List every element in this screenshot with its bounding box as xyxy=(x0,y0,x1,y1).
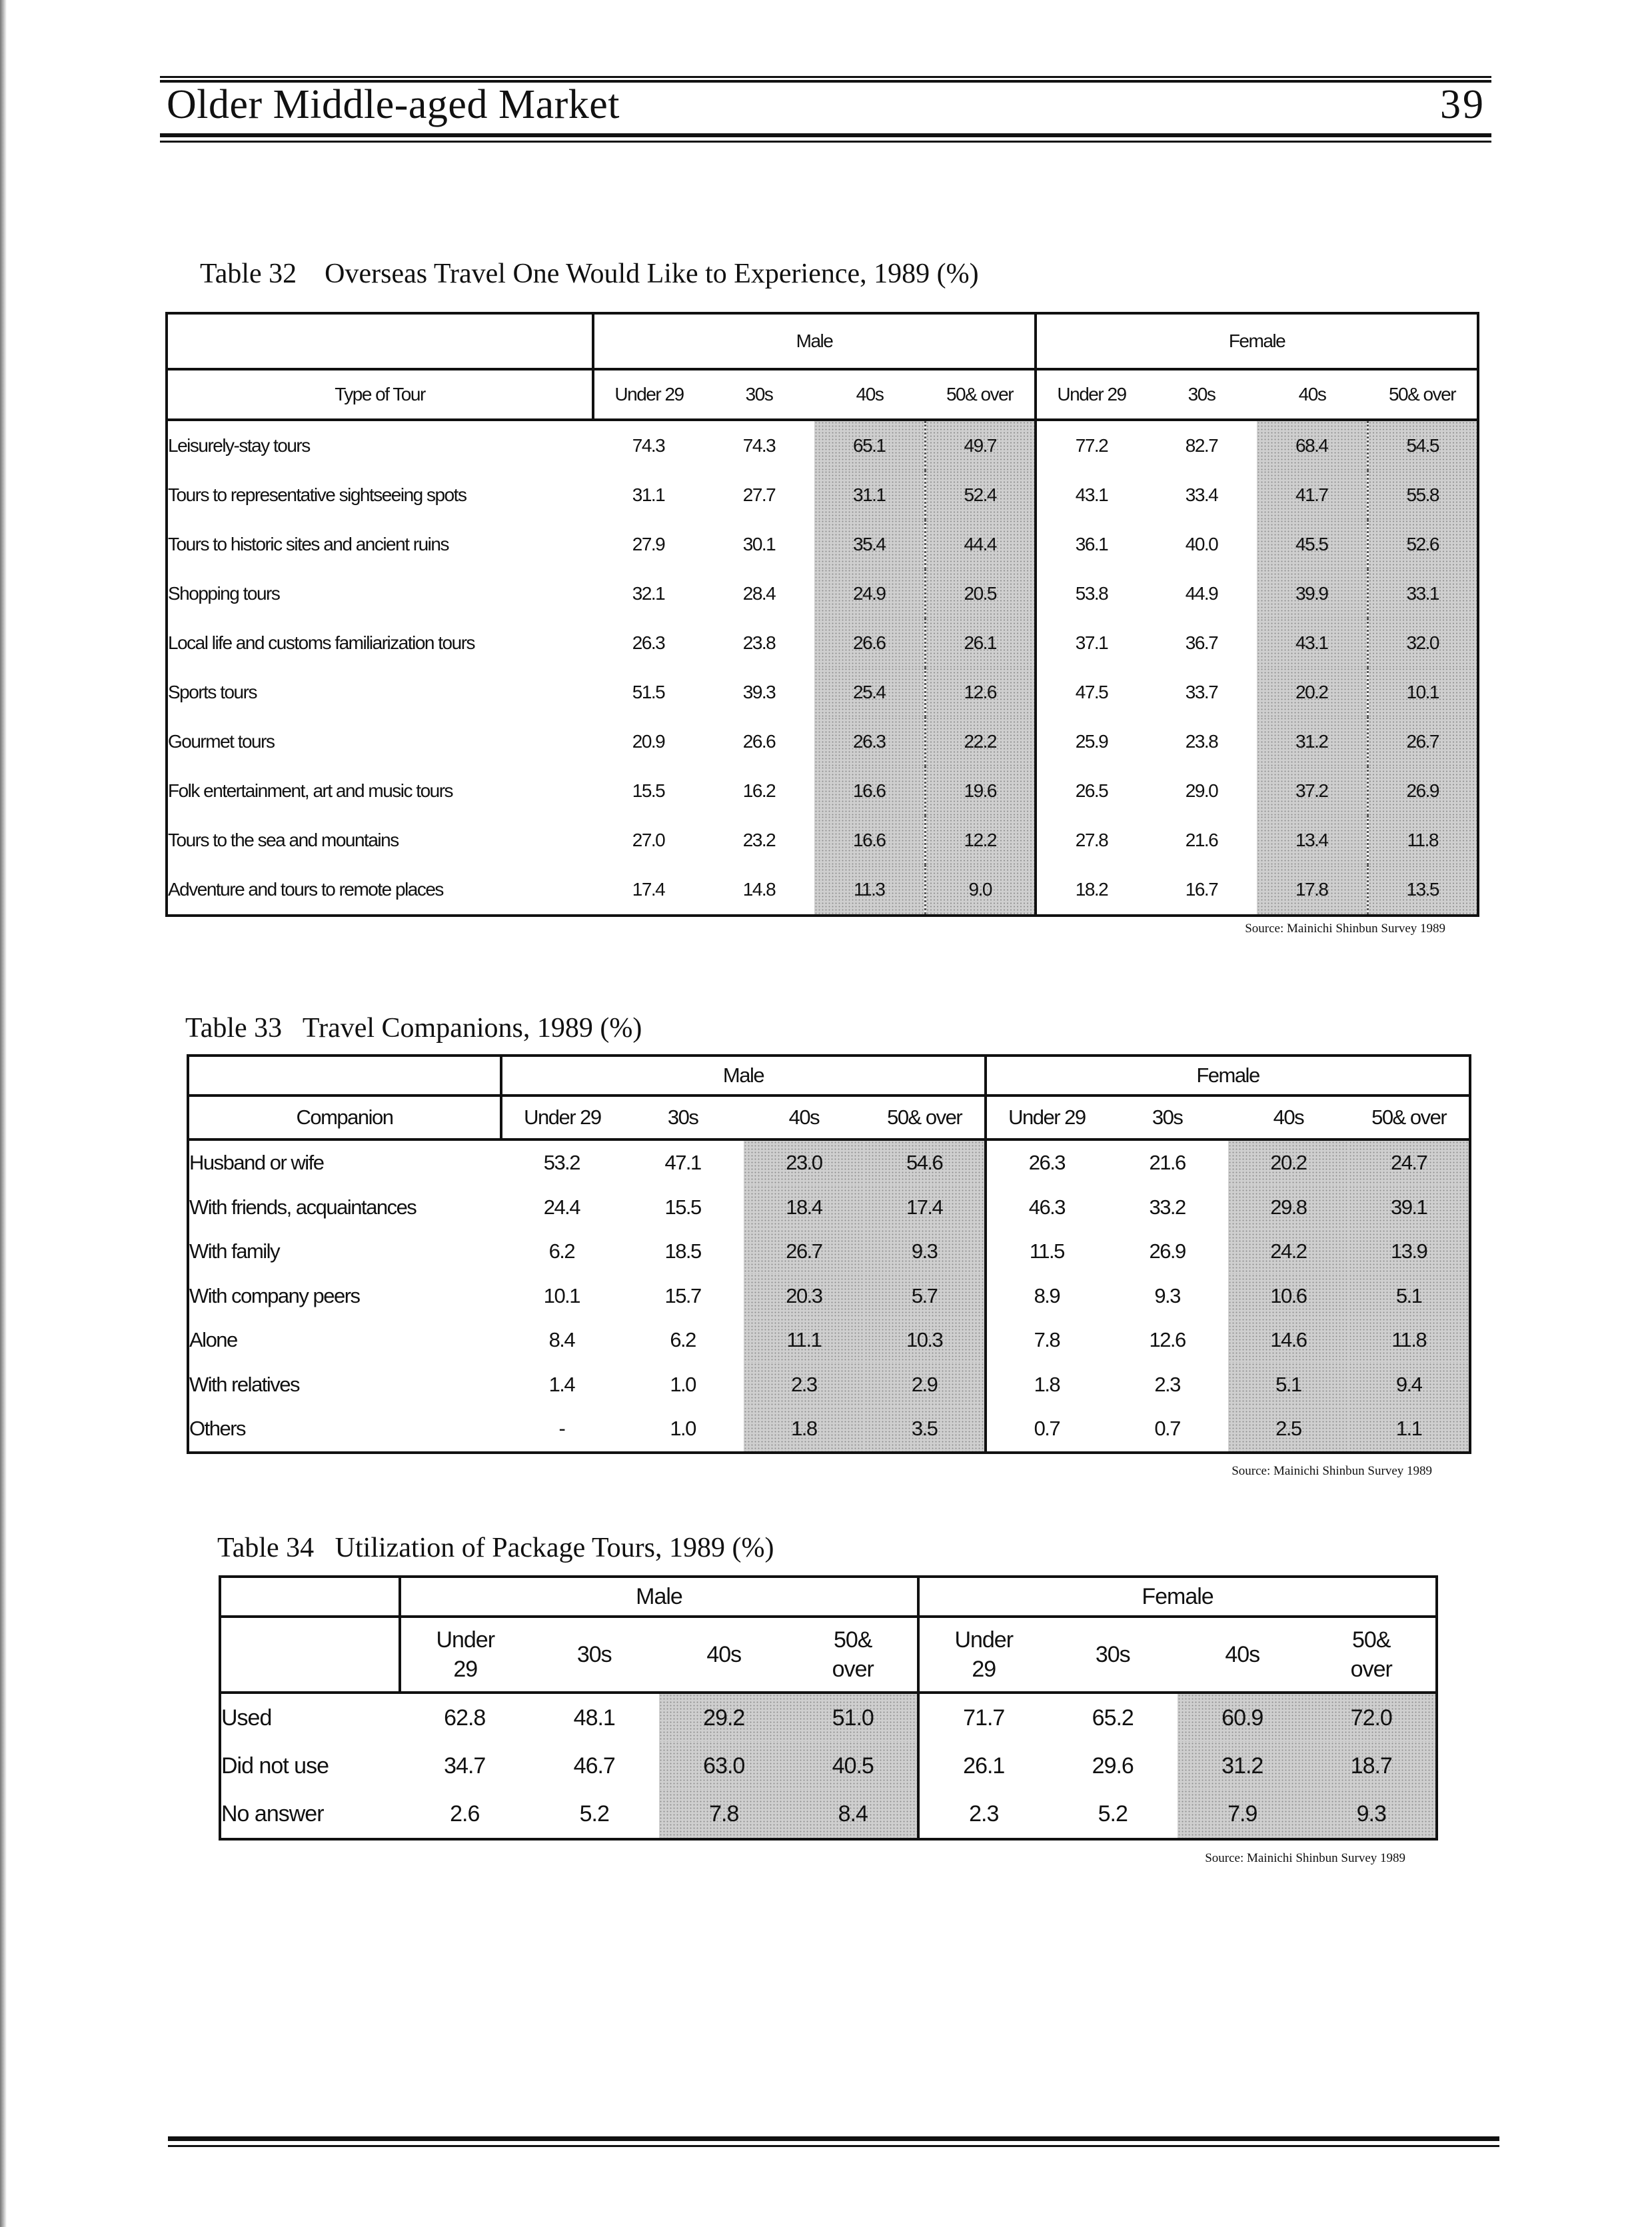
table-cell: 23.0 xyxy=(744,1139,865,1185)
table32-row-header: Type of Tour xyxy=(167,369,593,420)
row-label: Used xyxy=(221,1705,272,1731)
table-row xyxy=(188,1274,1470,1319)
table-cell: 9.4 xyxy=(1349,1363,1470,1407)
table-cell: 48.1 xyxy=(573,1705,615,1731)
footer-rule-thin xyxy=(168,2145,1499,2147)
table-cell: 74.3 xyxy=(742,435,776,456)
row-label: Gourmet tours xyxy=(168,731,275,752)
table-cell: 60.9 xyxy=(1178,1693,1307,1742)
table-row xyxy=(167,766,1478,816)
column-header: Under 29 xyxy=(986,1096,1107,1139)
table-cell: 36.1 xyxy=(1036,520,1146,569)
column-header: 30s xyxy=(704,369,814,420)
table-cell: 1.1 xyxy=(1349,1407,1470,1453)
table-cell: 43.1 xyxy=(1257,618,1367,668)
table-cell: 11.8 xyxy=(1349,1318,1470,1363)
table-cell: 43.1 xyxy=(1036,470,1146,520)
table33-source: Source: Mainichi Shinbun Survey 1989 xyxy=(1232,1464,1432,1478)
column-header-line: Under xyxy=(954,1627,1014,1653)
column-header: 50& over xyxy=(925,369,1036,420)
table-cell: 82.7 xyxy=(1185,435,1218,456)
row-label: Husband or wife xyxy=(189,1151,324,1175)
table-row xyxy=(167,816,1478,865)
column-header: 50& over xyxy=(1367,369,1478,420)
column-header xyxy=(1048,1617,1178,1693)
column-header: 40s xyxy=(1257,369,1367,420)
table-cell: 9.0 xyxy=(925,865,1036,916)
table-cell: 65.2 xyxy=(1092,1705,1134,1731)
table-cell: 12.6 xyxy=(925,668,1036,717)
table-cell: 2.6 xyxy=(450,1801,480,1827)
table-cell: 72.0 xyxy=(1307,1693,1437,1742)
row-label: Did not use xyxy=(221,1753,329,1779)
table-cell: 10.3 xyxy=(864,1318,986,1363)
table-cell: 39.3 xyxy=(742,682,776,702)
table-cell: 62.8 xyxy=(444,1705,486,1731)
column-header-line: 50& xyxy=(1351,1627,1391,1653)
table-row xyxy=(167,470,1478,520)
row-label: Folk entertainment, art and music tours xyxy=(168,780,453,801)
table-cell: 26.7 xyxy=(1367,717,1478,766)
table-cell: 51.5 xyxy=(632,682,665,702)
table-cell: 31.2 xyxy=(1257,717,1367,766)
table-cell: 77.2 xyxy=(1036,420,1146,470)
table-cell: 10.1 xyxy=(543,1283,580,1307)
table-cell: 36.7 xyxy=(1185,632,1218,653)
column-header-line: 30s xyxy=(1095,1642,1130,1667)
table-cell: 27.0 xyxy=(632,830,665,850)
table-cell: 40.5 xyxy=(789,1742,919,1790)
column-header: 40s xyxy=(814,369,925,420)
column-header-line: over xyxy=(832,1657,874,1682)
table-cell: 27.9 xyxy=(632,534,665,554)
column-header xyxy=(530,1617,660,1693)
table-cell: 24.7 xyxy=(1349,1139,1470,1185)
table-cell: 26.3 xyxy=(632,632,665,653)
table-cell: 19.6 xyxy=(925,766,1036,816)
table-cell: 26.9 xyxy=(1367,766,1478,816)
table-row xyxy=(167,717,1478,766)
table-cell: 20.2 xyxy=(1257,668,1367,717)
column-header xyxy=(1307,1617,1437,1693)
table-cell: 18.5 xyxy=(664,1239,701,1263)
header-bottom-rule-thin xyxy=(160,141,1491,143)
table-cell: 2.3 xyxy=(918,1790,1048,1839)
table-cell: 2.5 xyxy=(1228,1407,1349,1453)
table-row xyxy=(220,1742,1437,1790)
table-cell: 1.8 xyxy=(744,1407,865,1453)
table-cell: 13.5 xyxy=(1367,865,1478,916)
table-cell: 1.0 xyxy=(670,1372,696,1396)
table-row xyxy=(188,1139,1470,1185)
column-header-line: 30s xyxy=(576,1642,612,1667)
table-cell: 11.8 xyxy=(1367,816,1478,865)
table32-caption: Table 32 Overseas Travel One Would Like to Experience, 1989 (%) xyxy=(200,259,979,289)
table-row xyxy=(188,1407,1470,1453)
table-cell: 24.4 xyxy=(543,1195,580,1219)
table-cell: 15.7 xyxy=(664,1283,701,1307)
column-header xyxy=(918,1617,1048,1693)
table-cell: 37.1 xyxy=(1036,618,1146,668)
column-header xyxy=(659,1617,789,1693)
table-cell: 51.0 xyxy=(789,1693,919,1742)
table-cell: 10.6 xyxy=(1228,1274,1349,1319)
table-cell: 9.3 xyxy=(1154,1283,1180,1307)
table-cell: 14.8 xyxy=(742,879,776,900)
table-row xyxy=(167,668,1478,717)
table-cell: 74.3 xyxy=(632,435,665,456)
table-cell: 63.0 xyxy=(659,1742,789,1790)
table-row xyxy=(167,865,1478,916)
table32 xyxy=(165,312,1479,917)
table-cell: 33.1 xyxy=(1367,569,1478,618)
column-header: Under 29 xyxy=(1036,369,1146,420)
table-cell: 26.7 xyxy=(744,1229,865,1274)
header-top-rule-thin xyxy=(160,76,1491,78)
table-cell: 26.9 xyxy=(1149,1239,1186,1263)
table-cell: 17.4 xyxy=(864,1185,986,1230)
table-cell: 23.2 xyxy=(742,830,776,850)
table-row xyxy=(167,420,1478,470)
table-row xyxy=(188,1229,1470,1274)
table-cell: 5.2 xyxy=(1098,1801,1128,1827)
table-cell: 54.5 xyxy=(1367,420,1478,470)
table34-source: Source: Mainichi Shinbun Survey 1989 xyxy=(1205,1851,1405,1865)
table-cell: 55.8 xyxy=(1367,470,1478,520)
column-header xyxy=(789,1617,919,1693)
table-cell: 46.7 xyxy=(573,1753,615,1779)
table-cell: 71.7 xyxy=(918,1693,1048,1742)
row-label: With company peers xyxy=(189,1283,360,1307)
column-header xyxy=(400,1617,530,1693)
table-cell: 26.1 xyxy=(925,618,1036,668)
table33-group-female: Female xyxy=(986,1056,1470,1096)
table-cell: 30.1 xyxy=(742,534,776,554)
table-cell: 39.9 xyxy=(1257,569,1367,618)
table-cell: 7.8 xyxy=(986,1318,1107,1363)
table-cell: 20.9 xyxy=(632,731,665,752)
column-header: 40s xyxy=(1228,1096,1349,1139)
table-cell: 0.7 xyxy=(1154,1417,1180,1441)
table-cell: 68.4 xyxy=(1257,420,1367,470)
column-header: 30s xyxy=(622,1096,744,1139)
table-cell: 1.8 xyxy=(986,1363,1107,1407)
table-cell: 20.2 xyxy=(1228,1139,1349,1185)
table-cell: 15.5 xyxy=(632,780,665,801)
table-cell: 22.2 xyxy=(925,717,1036,766)
table-cell: 26.3 xyxy=(986,1139,1107,1185)
table-cell: 0.7 xyxy=(986,1407,1107,1453)
column-header: 40s xyxy=(744,1096,865,1139)
column-header-line: 40s xyxy=(706,1642,742,1667)
table-cell: 32.0 xyxy=(1367,618,1478,668)
row-label: Alone xyxy=(189,1328,237,1352)
table-cell: 17.4 xyxy=(632,879,665,900)
table-cell: 18.7 xyxy=(1307,1742,1437,1790)
table-row xyxy=(167,618,1478,668)
table-cell: 54.6 xyxy=(864,1139,986,1185)
table-cell: 49.7 xyxy=(925,420,1036,470)
column-header-line: 29 xyxy=(972,1657,996,1682)
table-cell: 24.2 xyxy=(1228,1229,1349,1274)
row-label: Shopping tours xyxy=(168,583,280,604)
table32-source: Source: Mainichi Shinbun Survey 1989 xyxy=(1245,922,1445,936)
table-cell: 33.4 xyxy=(1185,484,1218,505)
row-label: Adventure and tours to remote places xyxy=(168,879,443,900)
table-cell: 2.3 xyxy=(1154,1372,1180,1396)
table-cell: 16.6 xyxy=(814,766,925,816)
table-cell: 9.3 xyxy=(1307,1790,1437,1839)
table-cell: 29.2 xyxy=(659,1693,789,1742)
table-cell: 35.4 xyxy=(814,520,925,569)
column-header: Under 29 xyxy=(501,1096,622,1139)
table-cell: 26.6 xyxy=(742,731,776,752)
table-cell: 31.2 xyxy=(1178,1742,1307,1790)
table-cell: 21.6 xyxy=(1185,830,1218,850)
table-cell: 18.4 xyxy=(744,1185,865,1230)
table34-group-female: Female xyxy=(918,1577,1437,1617)
table-cell: 14.6 xyxy=(1228,1318,1349,1363)
table-cell: 23.8 xyxy=(1185,731,1218,752)
table-row xyxy=(188,1185,1470,1230)
footer-rule xyxy=(168,2136,1499,2141)
table-cell: 31.1 xyxy=(632,484,665,505)
table-cell: 18.2 xyxy=(1036,865,1146,916)
table-cell: 16.7 xyxy=(1185,879,1218,900)
column-header-line: over xyxy=(1350,1657,1392,1682)
row-label: With family xyxy=(189,1239,280,1263)
table-cell: 65.1 xyxy=(814,420,925,470)
table-cell: 7.9 xyxy=(1178,1790,1307,1839)
table-cell: 20.3 xyxy=(744,1274,865,1319)
table-row xyxy=(188,1318,1470,1363)
table-cell: 52.6 xyxy=(1367,520,1478,569)
table-cell: 3.5 xyxy=(864,1407,986,1453)
table-cell: 47.1 xyxy=(664,1151,701,1175)
table-cell: 8.4 xyxy=(548,1328,575,1352)
table-cell: 5.7 xyxy=(864,1274,986,1319)
table34-group-male: Male xyxy=(400,1577,918,1617)
row-label: With relatives xyxy=(189,1372,300,1396)
table-cell: 29.8 xyxy=(1228,1185,1349,1230)
running-title: Older Middle-aged Market xyxy=(167,82,620,127)
table-cell: 7.8 xyxy=(659,1790,789,1839)
table-cell: 10.1 xyxy=(1367,668,1478,717)
table-cell: 29.0 xyxy=(1185,780,1218,801)
table-cell: 45.5 xyxy=(1257,520,1367,569)
table-cell: 31.1 xyxy=(814,470,925,520)
table-cell: 23.8 xyxy=(742,632,776,653)
table-cell: 24.9 xyxy=(814,569,925,618)
column-header: 50& over xyxy=(1349,1096,1470,1139)
table-cell: 26.1 xyxy=(918,1742,1048,1790)
table-cell: 17.8 xyxy=(1257,865,1367,916)
row-label: Tours to representative sightseeing spots xyxy=(168,484,466,505)
row-label: Leisurely-stay tours xyxy=(168,435,310,456)
table-row xyxy=(220,1693,1437,1742)
table-cell: 26.3 xyxy=(814,717,925,766)
table-cell: 27.7 xyxy=(742,484,776,505)
table-cell: 26.6 xyxy=(814,618,925,668)
table-cell: 47.5 xyxy=(1036,668,1146,717)
table-cell: - xyxy=(558,1417,565,1441)
table-cell: 37.2 xyxy=(1257,766,1367,816)
table-cell: 53.8 xyxy=(1036,569,1146,618)
table-cell: 6.2 xyxy=(670,1328,696,1352)
table-cell: 28.4 xyxy=(742,583,776,604)
table33-row-header: Companion xyxy=(188,1096,501,1139)
table-cell: 11.3 xyxy=(814,865,925,916)
table33-caption: Table 33 Travel Companions, 1989 (%) xyxy=(185,1013,642,1044)
table-cell: 33.2 xyxy=(1149,1195,1186,1219)
table33-group-male: Male xyxy=(501,1056,986,1096)
table-cell: 12.6 xyxy=(1149,1328,1186,1352)
table34 xyxy=(219,1575,1438,1841)
table-cell: 6.2 xyxy=(548,1239,575,1263)
table-cell: 5.1 xyxy=(1349,1274,1470,1319)
table-cell: 25.9 xyxy=(1036,717,1146,766)
table-cell: 13.4 xyxy=(1257,816,1367,865)
table-cell: 53.2 xyxy=(543,1151,580,1175)
column-header-line: 29 xyxy=(453,1657,478,1682)
table-cell: 11.5 xyxy=(986,1229,1107,1274)
column-header: Under 29 xyxy=(593,369,704,420)
table-cell: 44.9 xyxy=(1185,583,1218,604)
scan-binding-edge xyxy=(0,0,7,2227)
table-cell: 20.5 xyxy=(925,569,1036,618)
column-header: 30s xyxy=(1146,369,1257,420)
table-cell: 40.0 xyxy=(1185,534,1218,554)
column-header: 50& over xyxy=(864,1096,986,1139)
table-cell: 13.9 xyxy=(1349,1229,1470,1274)
row-label: Tours to the sea and mountains xyxy=(168,830,399,850)
table-cell: 39.1 xyxy=(1349,1185,1470,1230)
table32-group-male: Male xyxy=(593,313,1036,369)
table-cell: 25.4 xyxy=(814,668,925,717)
table-cell: 11.1 xyxy=(744,1318,865,1363)
table-row xyxy=(167,569,1478,618)
table-cell: 16.2 xyxy=(742,780,776,801)
column-header xyxy=(1178,1617,1307,1693)
table-cell: 29.6 xyxy=(1092,1753,1134,1779)
row-label: Sports tours xyxy=(168,682,257,702)
row-label: Tours to historic sites and ancient ruins xyxy=(168,534,448,554)
table-cell: 5.1 xyxy=(1228,1363,1349,1407)
row-label: Local life and customs familiarization tours xyxy=(168,632,475,653)
column-header-line: Under xyxy=(436,1627,495,1653)
table-cell: 16.6 xyxy=(814,816,925,865)
header-bottom-rule xyxy=(160,133,1491,137)
table-cell: 21.6 xyxy=(1149,1151,1186,1175)
table32-group-female: Female xyxy=(1036,313,1478,369)
row-label: With friends, acquaintances xyxy=(189,1195,416,1219)
table-cell: 2.3 xyxy=(744,1363,865,1407)
table-cell: 8.4 xyxy=(789,1790,919,1839)
table-row xyxy=(220,1790,1437,1839)
column-header-line: 40s xyxy=(1225,1642,1260,1667)
table-cell: 34.7 xyxy=(444,1753,486,1779)
table-cell: 2.9 xyxy=(864,1363,986,1407)
table-row xyxy=(188,1363,1470,1407)
table-cell: 5.2 xyxy=(579,1801,609,1827)
row-label: Others xyxy=(189,1417,246,1441)
table-cell: 26.5 xyxy=(1036,766,1146,816)
table-cell: 52.4 xyxy=(925,470,1036,520)
table-cell: 9.3 xyxy=(864,1229,986,1274)
table-cell: 8.9 xyxy=(986,1274,1107,1319)
table-cell: 12.2 xyxy=(925,816,1036,865)
column-header: 30s xyxy=(1107,1096,1228,1139)
row-label: No answer xyxy=(221,1801,324,1827)
table-cell: 27.8 xyxy=(1036,816,1146,865)
table-row xyxy=(167,520,1478,569)
table34-caption: Table 34 Utilization of Package Tours, 1989 (%) xyxy=(217,1533,774,1563)
table-cell: 1.4 xyxy=(548,1372,575,1396)
table-cell: 44.4 xyxy=(925,520,1036,569)
page-number: 39 xyxy=(1440,82,1485,127)
table-cell: 41.7 xyxy=(1257,470,1367,520)
table-cell: 1.0 xyxy=(670,1417,696,1441)
table-cell: 46.3 xyxy=(986,1185,1107,1230)
table-cell: 15.5 xyxy=(664,1195,701,1219)
table-cell: 33.7 xyxy=(1185,682,1218,702)
column-header-line: 50& xyxy=(833,1627,872,1653)
table-cell: 32.1 xyxy=(632,583,665,604)
table33 xyxy=(187,1054,1471,1454)
